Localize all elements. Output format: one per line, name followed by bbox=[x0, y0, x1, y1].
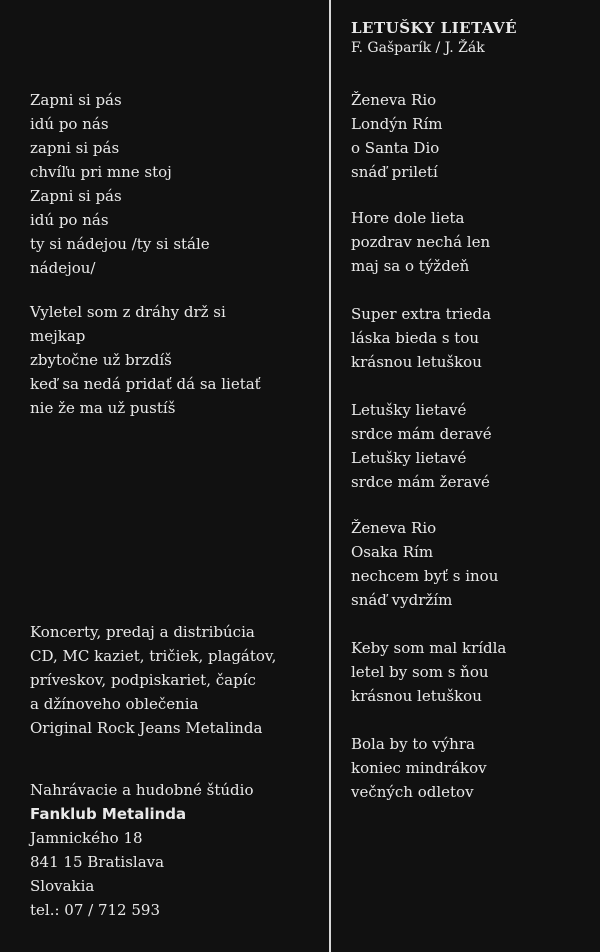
lyric-line: srdce mám deravé bbox=[351, 425, 492, 443]
lyric-line: Keby som mal krídla bbox=[351, 639, 507, 657]
song-title: LETUŠKY LIETAVÉ bbox=[351, 19, 518, 37]
left-stanza-1 bbox=[30, 88, 320, 280]
lyric-line: mejkap bbox=[30, 327, 86, 345]
info-line: CD, MC kaziet, tričiek, plagátov, bbox=[30, 647, 277, 665]
lyric-line: keď sa nedá pridať dá sa lietať bbox=[30, 375, 261, 393]
right-stanza-4 bbox=[351, 398, 591, 494]
lyric-line: zapni si pás bbox=[30, 139, 120, 157]
lyric-line: láska bieda s tou bbox=[351, 329, 480, 347]
lyric-line: ty si nádejou /ty si stále bbox=[30, 235, 210, 253]
address-line: 841 15 Bratislava bbox=[30, 853, 165, 871]
lyric-line: Ženeva Rio bbox=[351, 519, 437, 537]
studio-name: Fanklub Metalinda bbox=[30, 805, 187, 823]
lyric-line: nádejou/ bbox=[30, 259, 96, 277]
lyric-line: Zapni si pás bbox=[30, 91, 122, 109]
lyric-line: nie že ma už pustíš bbox=[30, 399, 176, 417]
lyric-line: chvíľu pri mne stoj bbox=[30, 163, 172, 181]
studio-intro: Nahrávacie a hudobné štúdio bbox=[30, 781, 254, 799]
lyric-line: Osaka Rím bbox=[351, 543, 434, 561]
lyric-line: Bola by to výhra bbox=[351, 735, 475, 753]
lyric-line: večných odletov bbox=[351, 783, 474, 801]
lyric-line: Super extra trieda bbox=[351, 305, 492, 323]
lyric-line: Londýn Rím bbox=[351, 115, 443, 133]
lyric-line: maj sa o týždeň bbox=[351, 257, 470, 275]
column-divider bbox=[329, 0, 331, 952]
lyric-line: letel by som s ňou bbox=[351, 663, 489, 681]
lyric-line: pozdrav nechá len bbox=[351, 233, 491, 251]
right-stanza-6 bbox=[351, 636, 591, 708]
lyric-line: Hore dole lieta bbox=[351, 209, 465, 227]
right-stanza-2 bbox=[351, 206, 591, 278]
info-line: Koncerty, predaj a distribúcia bbox=[30, 623, 255, 641]
lyric-line: idú po nás bbox=[30, 211, 109, 229]
lyric-line: krásnou letuškou bbox=[351, 687, 482, 705]
lyric-line: nechcem byť s inou bbox=[351, 567, 499, 585]
distribution-info bbox=[30, 620, 330, 740]
lyric-line: koniec mindrákov bbox=[351, 759, 487, 777]
right-stanza-1 bbox=[351, 88, 591, 184]
address-line: Jamnického 18 bbox=[30, 829, 143, 847]
lyric-line: srdce mám žeravé bbox=[351, 473, 490, 491]
song-credits: F. Gašparík / J. Žák bbox=[351, 40, 485, 56]
lyric-line: krásnou letuškou bbox=[351, 353, 482, 371]
right-stanza-3 bbox=[351, 302, 591, 374]
lyric-line: Letušky lietavé bbox=[351, 449, 467, 467]
lyric-line: snáď vydržím bbox=[351, 591, 453, 609]
right-stanza-7 bbox=[351, 732, 591, 804]
lyric-line: Vyletel som z dráhy drž si bbox=[30, 303, 226, 321]
lyric-line: zbytočne už brzdíš bbox=[30, 351, 172, 369]
lyric-line: Zapni si pás bbox=[30, 187, 122, 205]
info-line: a džínoveho oblečenia bbox=[30, 695, 199, 713]
address-line: Slovakia bbox=[30, 877, 95, 895]
info-line: Original Rock Jeans Metalinda bbox=[30, 719, 263, 737]
lyric-line: snáď priletí bbox=[351, 163, 438, 181]
song-header bbox=[351, 18, 591, 68]
lyric-line: o Santa Dio bbox=[351, 139, 440, 157]
phone-number: tel.: 07 / 712 593 bbox=[30, 901, 160, 919]
left-stanza-2 bbox=[30, 300, 320, 420]
lyric-line: Letušky lietavé bbox=[351, 401, 467, 419]
lyric-line: Ženeva Rio bbox=[351, 91, 437, 109]
studio-contact bbox=[30, 778, 320, 922]
lyric-line: idú po nás bbox=[30, 115, 109, 133]
right-stanza-5 bbox=[351, 516, 591, 612]
info-line: príveskov, podpiskariet, čapíc bbox=[30, 671, 256, 689]
